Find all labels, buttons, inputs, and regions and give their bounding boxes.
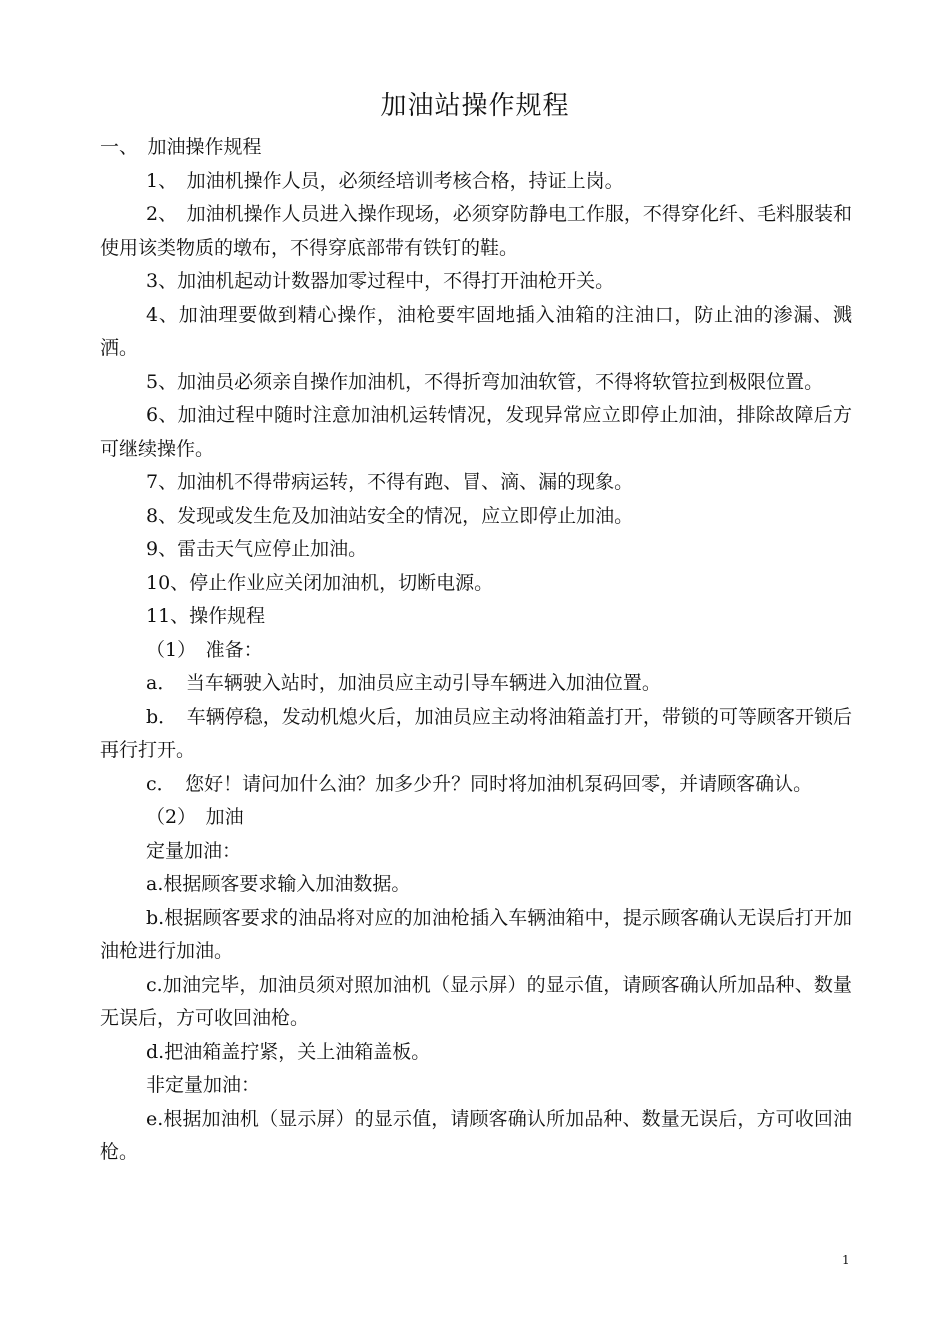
- document-title: 加油站操作规程: [380, 91, 570, 121]
- paragraph: c.加油完毕，加油员须对照加油机（显示屏）的显示值，请顾客确认所加品种、数量无误后，方可收回油枪。: [100, 973, 852, 1029]
- section-heading: 一、 加油操作规程: [100, 136, 262, 158]
- paragraph: 2、 加油机操作人员进入操作现场，必须穿防静电工作服，不得穿化纤、毛料服装和使用该类物质的墩布，不得穿底部带有铁钉的鞋。: [100, 203, 852, 259]
- paragraph: 10、停止作业应关闭加油机，切断电源。: [146, 571, 494, 594]
- paragraph: 4、加油理要做到精心操作，油枪要牢固地插入油箱的注油口，防止油的渗漏、溅洒。: [100, 303, 852, 359]
- paragraph: c． 您好！请问加什么油？加多少升？同时将加油机泵码回零，并请顾客确认。: [146, 772, 813, 795]
- subheading-fixed-quantity: 定量加油：: [146, 839, 242, 862]
- paragraph: b.根据顾客要求的油品将对应的加油枪插入车辆油箱中，提示顾客确认无误后打开加油枪进行加油。: [100, 906, 852, 962]
- paragraph: 8、发现或发生危及加油站安全的情况，应立即停止加油。: [146, 504, 634, 527]
- paragraph: d.把油箱盖拧紧，关上油箱盖板。: [146, 1040, 431, 1063]
- paragraph: b． 车辆停稳，发动机熄火后，加油员应主动将油箱盖打开，带锁的可等顾客开锁后再行打开。: [100, 705, 852, 761]
- paragraph: a.根据顾客要求输入加油数据。: [146, 873, 411, 895]
- subheading-refueling: （2） 加油: [146, 806, 244, 828]
- paragraph: a． 当车辆驶入站时，加油员应主动引导车辆进入加油位置。: [146, 672, 661, 694]
- paragraph: 1、 加油机操作人员，必须经培训考核合格，持证上岗。: [146, 169, 624, 192]
- document-body: [100, 131, 852, 1170]
- paragraph: 6、加油过程中随时注意加油机运转情况，发现异常应立即停止加油，排除故障后方可继续操作。: [100, 404, 852, 460]
- paragraph: 9、雷击天气应停止加油。: [146, 538, 368, 560]
- paragraph: 5、加油员必须亲自操作加油机，不得折弯加油软管，不得将软管拉到极限位置。: [146, 370, 824, 393]
- subheading-preparation: （1） 准备：: [146, 638, 263, 661]
- paragraph: 11、操作规程: [146, 605, 266, 627]
- subheading-non-fixed-quantity: 非定量加油：: [146, 1074, 261, 1096]
- page-number: 1: [842, 1253, 850, 1267]
- paragraph: e.根据加油机（显示屏）的显示值，请顾客确认所加品种、数量无误后，方可收回油枪。: [100, 1107, 852, 1163]
- paragraph: 3、加油机起动计数器加零过程中，不得打开油枪开关。: [146, 270, 615, 292]
- paragraph: 7、加油机不得带病运转，不得有跑、冒、滴、漏的现象。: [146, 471, 634, 493]
